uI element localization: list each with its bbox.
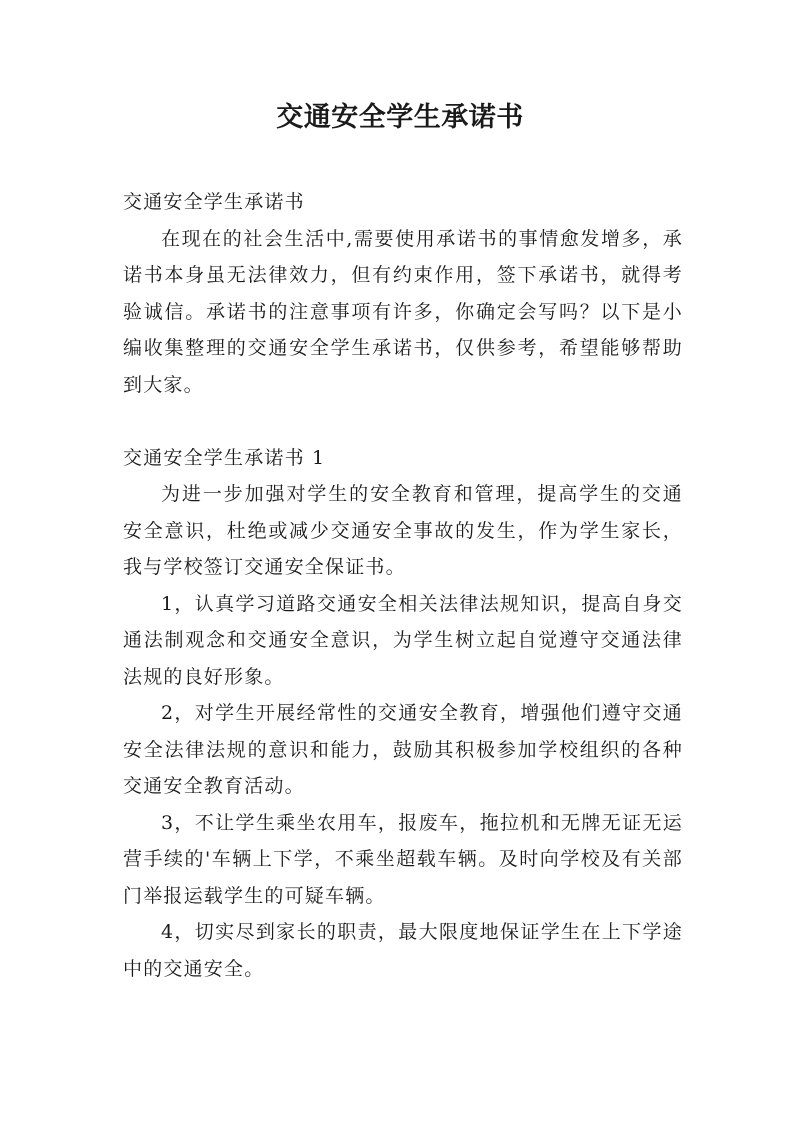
section-1-item-3: 3，不让学生乘坐农用车，报废车，拖拉机和无牌无证无运营手续的'车辆上下学，不乘坐超载车辆。及时向学校及有关部门举报运载学生的可疑车辆。: [123, 811, 683, 907]
intro-heading: 交通安全学生承诺书: [123, 191, 305, 213]
section-1-item-1: 1，认真学习道路交通安全相关法律法规知识，提高自身交通法制观念和交通安全意识，为学生树立起自觉遵守交通法律法规的良好形象。: [123, 592, 683, 688]
document-title: 交通安全学生承诺书: [276, 102, 524, 133]
section-spacer: [123, 403, 683, 440]
section-1-item-4: 4，切实尽到家长的职责，最大限度地保证学生在上下学途中的交通安全。: [123, 921, 683, 980]
intro-paragraph: 在现在的社会生活中,需要使用承诺书的事情愈发增多，承诺书本身虽无法律效力，但有约束作用，签下承诺书，就得考验诚信。承诺书的注意事项有许多，你确定会写吗？以下是小编收集整理的交通安全学生承诺书，仅供参考，希望能够帮助到大家。: [123, 227, 683, 396]
section-1-paragraph: 为进一步加强对学生的安全教育和管理，提高学生的交通安全意识，杜绝或减少交通安全事故的发生，作为学生家长，我与学校签订交通安全保证书。: [123, 483, 683, 578]
section-1-item-2: 2，对学生开展经常性的交通安全教育，增强他们遵守交通安全法律法规的意识和能力，鼓励其积极参加学校组织的各种交通安全教育活动。: [123, 702, 683, 797]
section-1-heading: 交通安全学生承诺书 1: [123, 446, 326, 469]
document-body: [123, 184, 683, 987]
